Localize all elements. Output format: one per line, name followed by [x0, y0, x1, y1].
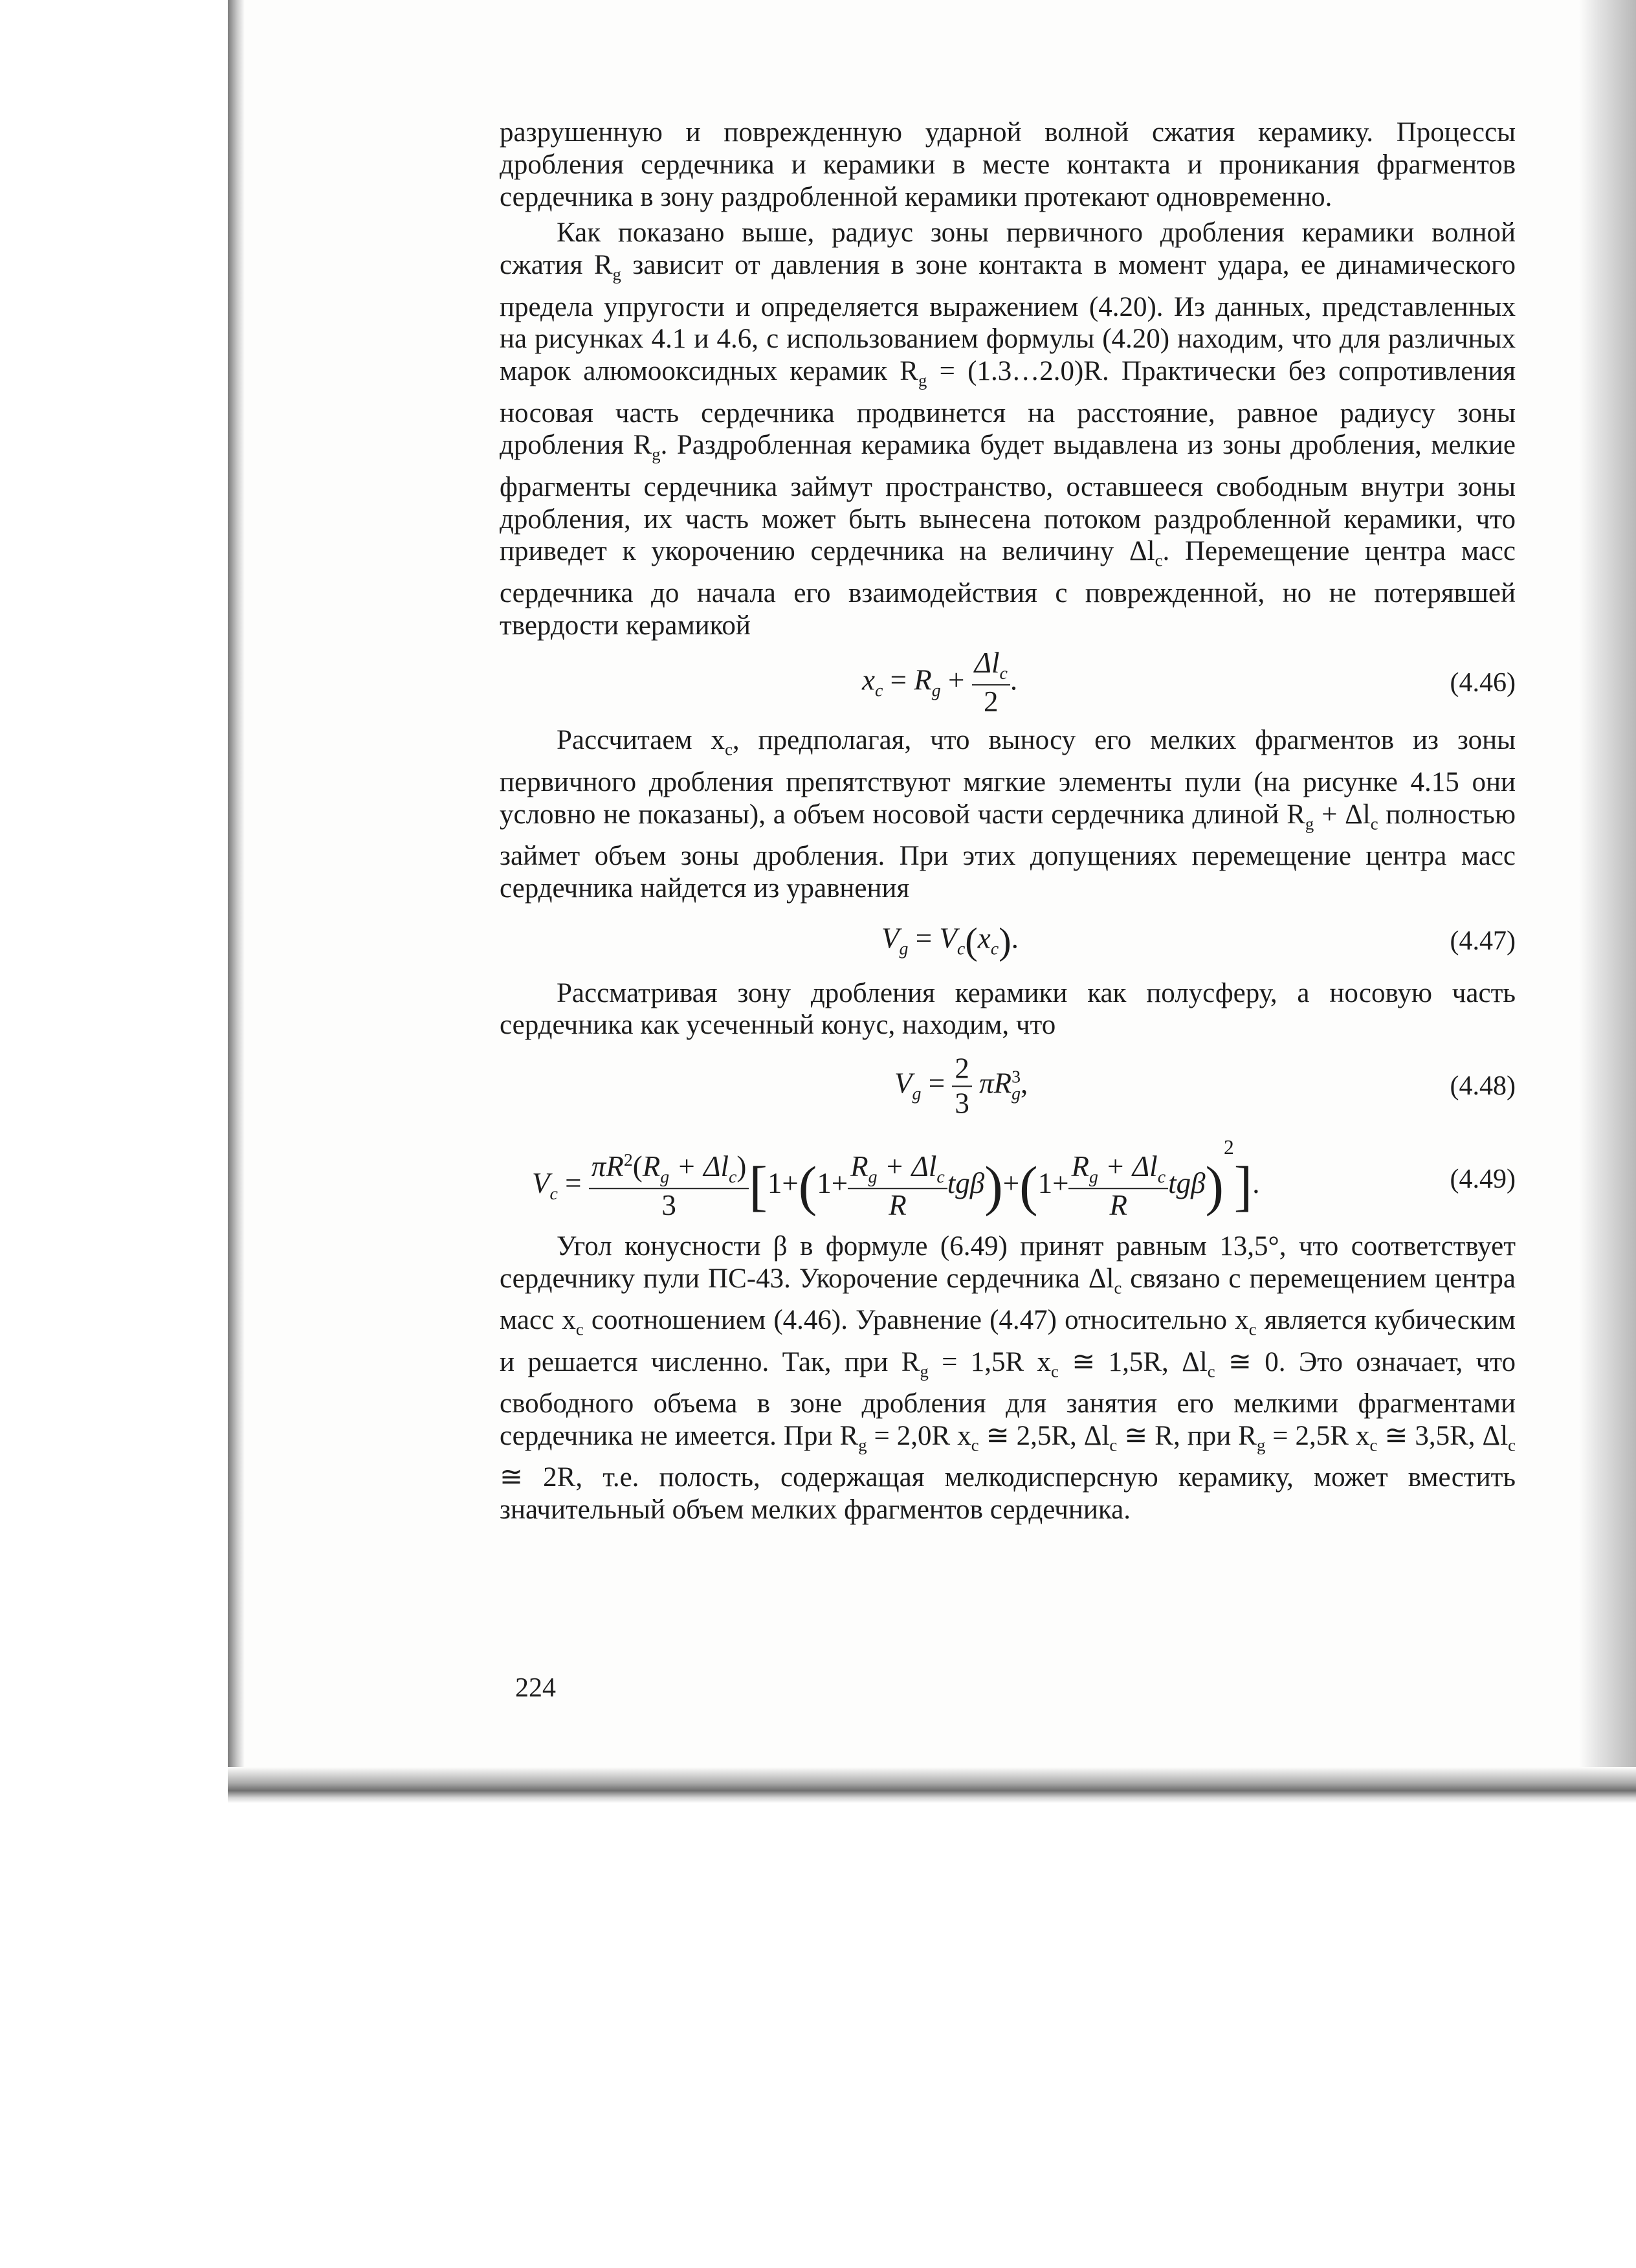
eq-subscript: g: [899, 938, 909, 959]
eq-fraction: [952, 1052, 972, 1120]
eq-superscript: 2: [1223, 1136, 1234, 1159]
eq-symbol: + Δl: [1098, 1150, 1158, 1183]
eq-symbol: V: [532, 1167, 550, 1200]
paragraph-4: Рассматривая зону дробления керамики как полусферу, а носовую часть сердечника как усеченный конус, находим, что: [500, 977, 1516, 1041]
eq-punctuation: .: [1011, 921, 1019, 954]
eq-subscript: c: [999, 663, 1008, 684]
eq-denominator: 3: [955, 1087, 969, 1120]
eq-symbol: R: [914, 663, 932, 696]
right-page-edge: [1579, 0, 1636, 1793]
eq-bracket: [: [749, 1155, 768, 1217]
eq-subscript: c: [956, 938, 966, 959]
eq-subscript: c: [1157, 1167, 1166, 1188]
eq-paren: (: [965, 920, 978, 962]
eq-denominator: 2: [984, 685, 999, 718]
eq-paren: ): [984, 1155, 1003, 1217]
paragraph-1: разрушенную и поврежденную ударной волной сжатия керамику. Процессы дробления сердечника и керамики в месте контакта и проникания фрагментов сердечника в зону раздробленной керамики протекают одновременно.: [500, 117, 1516, 212]
equation-4-46-formula: [862, 647, 1017, 719]
eq-symbol: πR: [591, 1150, 624, 1183]
page-number: 224: [515, 1673, 556, 1703]
eq-subscript: g: [660, 1167, 670, 1188]
eq-symbol: V: [894, 1067, 912, 1100]
equation-4-47: [500, 905, 1516, 977]
eq-numerator: Δl: [974, 647, 1000, 680]
eq-paren: ): [999, 920, 1011, 962]
eq-bracket: ]: [1233, 1155, 1253, 1217]
paragraph-5: Угол конусности β в формуле (6.49) принят равным 13,5°, что соответствует сердечнику пули ПС-43. Укорочение сердечника $\Delta l_c$ связано с перемещением центра масс $x_c$ соотношением (4.46). Уравнение (4.47) относительно $x_c$ является кубическим и решается численно. Так, при $R_g = 1,5R$ $x_c$ ≅ 1,5R, $\Delta l_c$ ≅ 0. Это означает, что свободного объема в зоне дробления для занятия его мелкими фрагментами сердечника не имеется. При $R_g = 2,0R$ $x_c$ ≅ 2,5R, $\Delta l_c$ ≅ R, при $R_g = 2,5R$ $x_c$ ≅ 3,5R, $\Delta l_c$ ≅ 2R, т.е. полость, содержащая мелкодисперсную керамику, может вместить значительный объем мелких фрагментов сердечника.: [500, 1231, 1516, 1526]
eq-term: 1+: [1037, 1167, 1069, 1200]
eq-denominator: R: [1109, 1189, 1128, 1222]
eq-operator: =: [915, 921, 933, 954]
paragraph-3: Рассчитаем $x_c$, предполагая, что выносу его мелких фрагментов из зоны первичного дробления препятствуют мягкие элементы пули (на рисунке 4.15 они условно не показаны), а объем носовой части сердечника длиной $R_g + \Delta l_c$ полностью займет объем зоны дробления. При этих допущениях перемещение центра масс сердечника найдется из уравнения: [500, 725, 1516, 904]
eq-punctuation: .: [1252, 1167, 1260, 1200]
eq-fraction: [1068, 1150, 1168, 1223]
eq-subscript: g: [1089, 1167, 1098, 1188]
eq-symbol: R: [850, 1150, 868, 1183]
equation-number: (4.48): [1450, 1071, 1516, 1102]
eq-subscript: g: [931, 680, 941, 701]
bottom-page-edge: [228, 1767, 1636, 1803]
eq-symbol: + Δl: [877, 1150, 937, 1183]
eq-symbol: V: [881, 921, 900, 954]
eq-fraction: $\frac{\pi R^2(R_g + \Delta l_c)}{3}$: [589, 1150, 749, 1223]
text-block: [500, 117, 1516, 1526]
eq-operator: =: [928, 1067, 945, 1100]
eq-symbol: R: [642, 1150, 661, 1183]
equation-4-49-formula: [532, 1136, 1259, 1223]
equation-number: (4.46): [1450, 668, 1516, 698]
eq-term: 1+: [817, 1167, 848, 1200]
binding-shadow: [228, 0, 245, 1793]
eq-symbol: tgβ: [947, 1167, 985, 1200]
eq-subscript: g: [868, 1167, 878, 1188]
eq-symbol: x: [977, 921, 991, 954]
eq-fraction: [972, 647, 1010, 719]
eq-symbol: + Δl: [676, 1150, 729, 1183]
eq-symbol: tgβ: [1168, 1167, 1206, 1200]
eq-symbol: R: [1071, 1150, 1089, 1183]
eq-term: 1+: [767, 1167, 799, 1200]
eq-numerator: 2: [952, 1052, 972, 1087]
eq-symbol: V: [939, 921, 957, 954]
eq-symbol: x: [862, 663, 875, 696]
equation-4-46: [500, 641, 1516, 724]
eq-punctuation: .: [1010, 663, 1018, 696]
eq-subscript: g: [1011, 1084, 1021, 1104]
eq-denominator: R: [889, 1189, 907, 1222]
equation-number: (4.49): [1450, 1164, 1516, 1195]
equation-number: (4.47): [1450, 926, 1516, 956]
eq-superscript: 3: [1011, 1067, 1021, 1087]
eq-operator: =: [565, 1167, 582, 1200]
eq-paren: (: [1019, 1155, 1038, 1217]
equation-4-47-formula: [881, 919, 1019, 962]
eq-subscript: g: [912, 1084, 922, 1104]
eq-operator: +: [947, 663, 965, 696]
eq-superscript: 2: [623, 1150, 633, 1171]
equation-4-48-formula: [894, 1052, 1028, 1120]
eq-symbol: πR: [979, 1067, 1012, 1100]
eq-subscript: c: [874, 680, 883, 701]
eq-punctuation: ,: [1021, 1067, 1028, 1100]
eq-denominator: 3: [661, 1189, 676, 1222]
eq-subscript: c: [549, 1184, 558, 1205]
equation-4-49: [500, 1131, 1516, 1228]
paragraph-2: Как показано выше, радиус зоны первичного дробления керамики волной сжатия $R_g$ зависит от давления в зоне контакта в момент удара, ее динамического предела упругости и определяется выражением (4.20). Из данных, представленных на рисунках 4.1 и 4.6, с использованием формулы (4.20) находим, что для различных марок алюмооксидных керамик $R_g$ = (1.3…2.0)R. Практически без сопротивления носовая часть сердечника продвинется на расстояние, равное радиусу зоны дробления $R_g$. Раздробленная керамика будет выдавлена из зоны дробления, мелкие фрагменты сердечника займут пространство, оставшееся свободным внутри зоны дробления, их часть может быть вынесена потоком раздробленной керамики, что приведет к укорочению сердечника на величину $\Delta l_c$. Перемещение центра масс сердечника до начала его взаимодействия с поврежденной, но не потерявшей твердости керамикой: [500, 217, 1516, 641]
eq-operator: =: [890, 663, 907, 696]
equation-4-48: [500, 1041, 1516, 1131]
eq-subscript: c: [936, 1167, 945, 1188]
eq-subscript: c: [990, 938, 999, 959]
eq-operator: +: [1002, 1167, 1020, 1200]
eq-paren: (: [798, 1155, 817, 1217]
eq-subscript: c: [729, 1167, 737, 1188]
eq-fraction: [848, 1150, 947, 1223]
eq-paren: ): [1205, 1155, 1224, 1217]
